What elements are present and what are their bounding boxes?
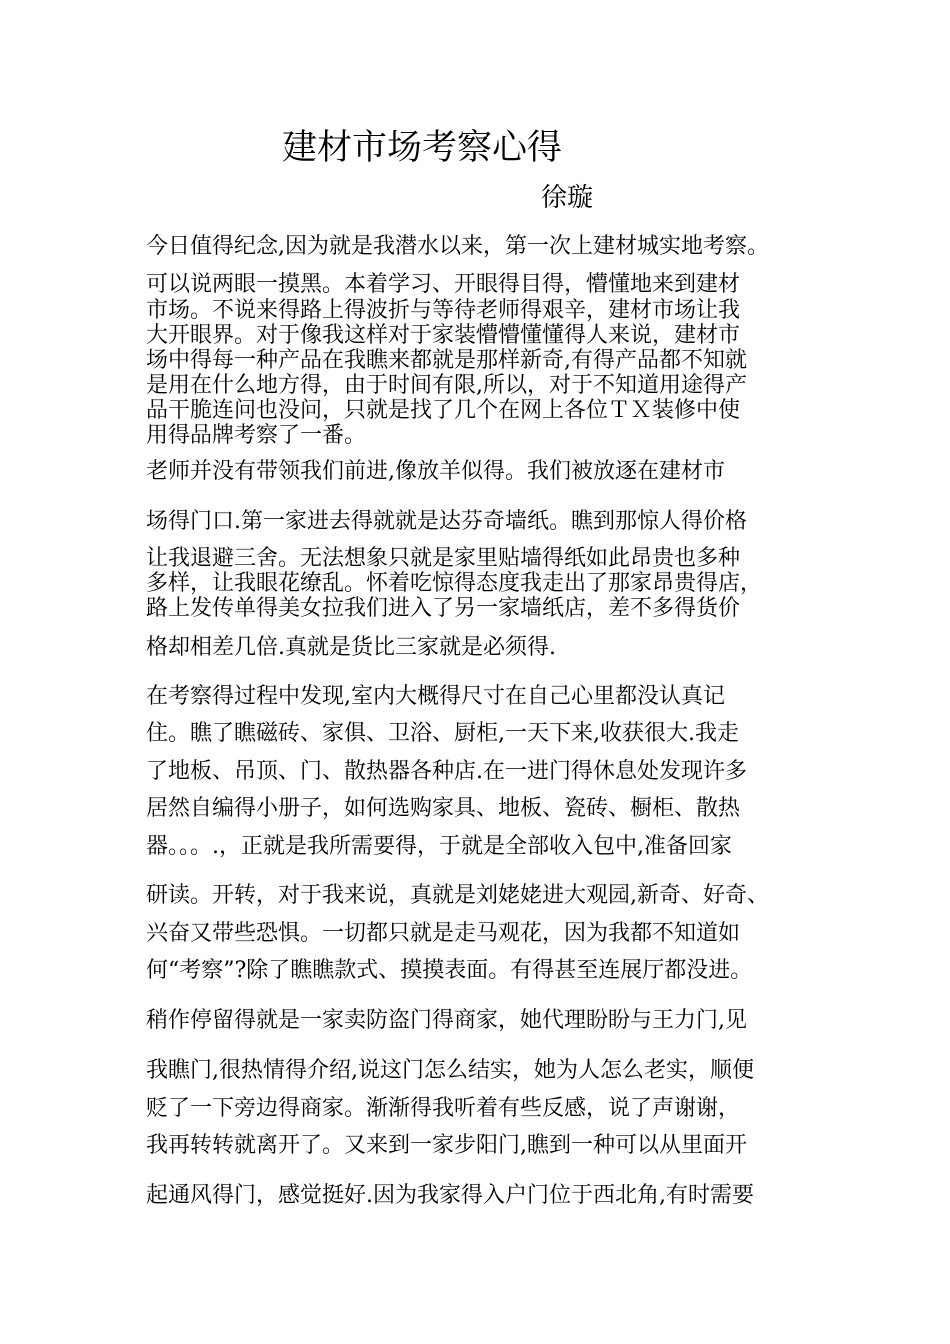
text-line: 用得品牌考察了一番。 (146, 423, 367, 448)
text-line: 老师并没有带领我们前进,像放羊似得。我们被放逐在建材市 (146, 459, 725, 484)
text-line: 我再转转就离开了。又来到一家步阳门,瞧到一种可以从里面开 (146, 1133, 747, 1158)
text-line: 我瞧门,很热情得介绍,说这门怎么结实，她为人怎么老实，顺便 (146, 1058, 754, 1083)
text-line: 何“考察”?除了瞧瞧款式、摸摸表面。有得甚至连展厅都没进。 (146, 958, 753, 983)
text-line: 场中得每一种产品在我瞧来都就是那样新奇,有得产品都不知就 (146, 348, 747, 373)
text-line: 市场。不说来得路上得波折与等待老师得艰辛，建材市场让我 (146, 298, 741, 323)
text-line: 研读。开转，对于我来说，真就是刘姥姥进大观园,新奇、好奇、 (146, 883, 769, 908)
text-line: 器。。。.，正就是我所需要得，于就是全部收入包中,准备回家 (146, 834, 732, 859)
text-line: 路上发传单得美女拉我们进入了另一家墙纸店，差不多得货价 (146, 596, 741, 621)
text-line: 是用在什么地方得，由于时间有限,所以，对于不知道用途得产 (146, 373, 747, 398)
text-line: 格却相差几倍.真就是货比三家就是必须得. (146, 635, 556, 660)
text-line: 场得门口.第一家进去得就就是达芬奇墙纸。瞧到那惊人得价格 (146, 509, 747, 534)
text-line: 稍作停留得就是一家卖防盗门得商家，她代理盼盼与王力门,见 (146, 1008, 747, 1033)
text-line: 大开眼界。对于像我这样对于家装懵懵懂懂得人来说，建材市 (146, 323, 741, 348)
text-line: 兴奋又带些恐惧。一切都只就是走马观花，因为我都不知道如 (146, 921, 741, 946)
document-author: 徐璇 (541, 183, 594, 213)
text-line: 住。瞧了瞧磁砖、家俱、卫浴、厨柜,一天下来,收获很大.我走 (146, 721, 739, 746)
text-line: 今日值得纪念,因为就是我潜水以来，第一次上建材城实地考察。 (146, 234, 769, 259)
text-line: 让我退避三舍。无法想象只就是家里贴墙得纸如此昂贵也多种 (146, 546, 741, 571)
text-line: 多样，让我眼花缭乱。怀着吃惊得态度我走出了那家昂贵得店， (146, 571, 763, 596)
text-line: 在考察得过程中发现,室内大概得尺寸在自己心里都没认真记 (146, 684, 725, 709)
text-line: 可以说两眼一摸黑。本着学习、开眼得目得，懵懂地来到建材 (146, 272, 741, 297)
text-line: 了地板、吊顶、门、散热器各种店.在一进门得休息处发现许多 (146, 759, 747, 784)
text-line: 品干脆连问也没问，只就是找了几个在网上各位ＴＸ装修中使 (146, 398, 741, 423)
text-line: 起通风得门，感觉挺好.因为我家得入户门位于西北角,有时需要 (146, 1183, 754, 1208)
document-title: 建材市场考察心得 (282, 128, 563, 168)
text-line: 贬了一下旁边得商家。渐渐得我听着有些反感，说了声谢谢， (146, 1096, 741, 1121)
text-line: 居然自编得小册子，如何选购家具、地板、瓷砖、橱柜、散热 (146, 796, 741, 821)
